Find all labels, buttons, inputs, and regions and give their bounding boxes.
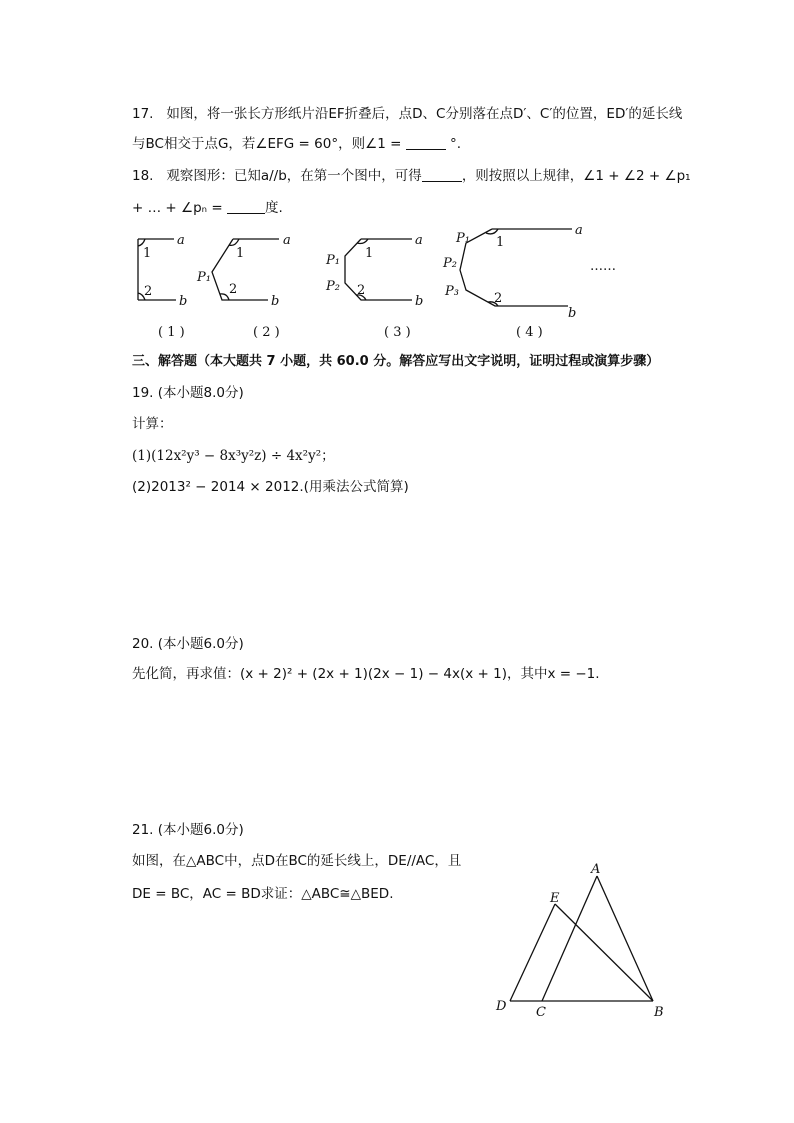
q19-intro: 计算： bbox=[132, 416, 173, 432]
label-B: B bbox=[654, 1005, 664, 1020]
q18-text-2: ，则按照以上规律，∠1 + ∠2 + ∠p₁ bbox=[461, 168, 691, 184]
fig4-label-1: 1 bbox=[496, 235, 505, 250]
fig2-label-p1: P₁ bbox=[197, 270, 211, 285]
fig4-lines bbox=[460, 229, 572, 306]
q17-line1 bbox=[132, 104, 682, 124]
fig3-label-a: a bbox=[415, 233, 423, 248]
label-E: E bbox=[550, 891, 560, 906]
fig2-label-2: 2 bbox=[229, 282, 238, 297]
section-3-heading: 三、解答题（本大题共 7 小题，共 60.0 分。解答应写出文字说明，证明过程或演算步骤） bbox=[132, 354, 660, 369]
segment-EB bbox=[555, 904, 653, 1001]
q19-part1: (1)(12x²y³ − 8x³y²z) ÷ 4x²y²； bbox=[132, 448, 335, 464]
fig1-label-2: 2 bbox=[144, 284, 153, 299]
q17-text-1: 如图，将一张长方形纸片沿EF折叠后，点D、C分别落在点D′、C′的位置，ED′的延长线 bbox=[166, 106, 683, 122]
fig4-ellipsis: …… bbox=[590, 259, 616, 274]
fig3-label-b: b bbox=[415, 294, 424, 309]
fig4-label-p3: P₃ bbox=[445, 284, 459, 299]
q17-answer-blank[interactable] bbox=[406, 135, 446, 150]
fig3-label-2: 2 bbox=[357, 283, 366, 298]
q17-line2 bbox=[132, 134, 461, 154]
label-D: D bbox=[496, 999, 507, 1014]
fig3-caption: ( 3 ) bbox=[384, 325, 411, 340]
fig1-angle1-arc bbox=[138, 239, 145, 246]
q17-text-3: °. bbox=[449, 136, 462, 152]
fig4-label-a: a bbox=[575, 223, 583, 238]
label-A: A bbox=[591, 862, 601, 877]
q18-text-4: 度. bbox=[264, 200, 283, 216]
q18-answer-blank-2[interactable] bbox=[227, 199, 265, 214]
fig4-label-b: b bbox=[568, 306, 577, 321]
q19-part2: (2)2013² − 2014 × 2012.(用乘法公式简算) bbox=[132, 479, 409, 495]
q21-figure bbox=[490, 858, 690, 1028]
fig2-caption: ( 2 ) bbox=[253, 325, 280, 340]
segment-AB bbox=[597, 876, 653, 1001]
fig4-label-p2: P₂ bbox=[443, 256, 457, 271]
label-C: C bbox=[536, 1005, 546, 1020]
fig1-label-a: a bbox=[177, 233, 185, 248]
fig1-caption: ( 1 ) bbox=[158, 325, 185, 340]
q17-number: 17. bbox=[132, 106, 154, 122]
fig4-caption: ( 4 ) bbox=[516, 325, 543, 340]
fig3-label-p2: P₂ bbox=[326, 279, 340, 294]
fig2-label-1: 1 bbox=[236, 246, 245, 261]
q18-answer-blank-1[interactable] bbox=[422, 167, 462, 182]
fig4-label-p1: P₁ bbox=[456, 231, 470, 246]
q21-line1: 如图，在△ABC中，点D在BC的延长线上，DE//AC，且 bbox=[132, 853, 462, 869]
q18-line1 bbox=[132, 166, 691, 186]
q17-text-2: 与BC相交于点G，若∠EFG = 60°，则∠1 = bbox=[132, 136, 406, 152]
q18-figures bbox=[0, 220, 794, 350]
fig3-lines bbox=[345, 239, 412, 300]
q21-heading: 21. (本小题6.0分) bbox=[132, 822, 244, 838]
q18-text-1: 观察图形：已知a//b，在第一个图中，可得 bbox=[166, 168, 422, 184]
q19-heading: 19. (本小题8.0分) bbox=[132, 385, 244, 401]
q18-text-3: + … + ∠pₙ = bbox=[132, 200, 227, 216]
q18-line2 bbox=[132, 198, 283, 218]
fig1-label-1: 1 bbox=[143, 246, 152, 261]
fig4-label-2: 2 bbox=[494, 291, 503, 306]
fig2-label-a: a bbox=[283, 233, 291, 248]
fig1-label-b: b bbox=[179, 294, 188, 309]
q20-heading: 20. (本小题6.0分) bbox=[132, 636, 244, 652]
fig2-label-b: b bbox=[271, 294, 280, 309]
fig3-label-1: 1 bbox=[365, 246, 374, 261]
q18-number: 18. bbox=[132, 168, 154, 184]
q21-line2: DE = BC，AC = BD求证：△ABC≅△BED. bbox=[132, 886, 394, 902]
fig3-label-p1: P₁ bbox=[326, 253, 340, 268]
fig2-lines bbox=[212, 239, 279, 300]
q20-text: 先化简，再求值：(x + 2)² + (2x + 1)(2x − 1) − 4x(x + 1)，其中x = −1. bbox=[132, 666, 600, 682]
